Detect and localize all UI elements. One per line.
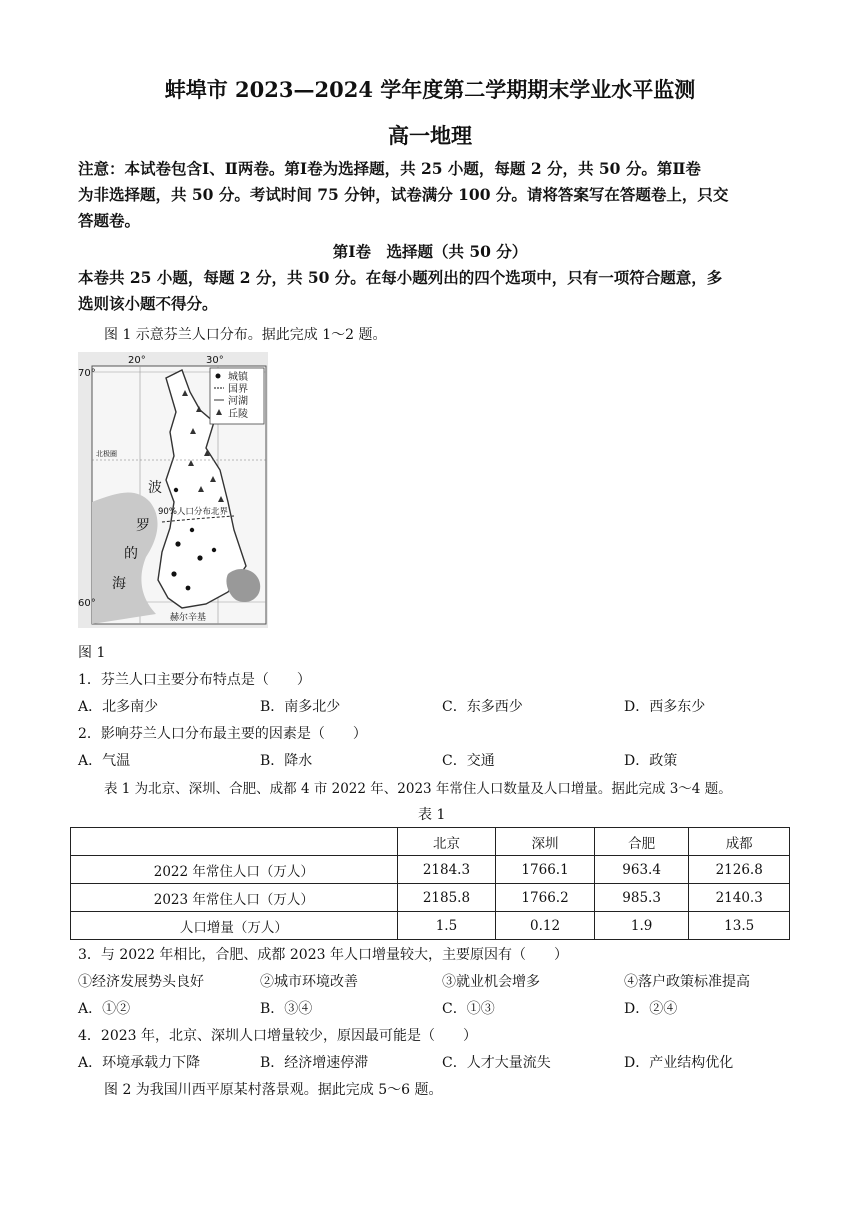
question-1-stem: 1．芬兰人口主要分布特点是（ ）: [78, 672, 311, 688]
legend-town-symbol: [216, 374, 221, 379]
table1-caption: 表 1: [418, 807, 446, 823]
q1-option-a[interactable]: A．北多南少: [78, 699, 159, 715]
q2-option-a[interactable]: A．气温: [78, 753, 131, 769]
table-cell: 2184.3: [397, 856, 496, 884]
q4-option-d[interactable]: D．产业结构优化: [624, 1055, 734, 1071]
q1-option-d[interactable]: D．西多东少: [624, 699, 706, 715]
question-3-stem: 3．与 2022 年相比，合肥、成都 2023 年人口增量较大，主要原因有（ ）: [78, 947, 568, 963]
sea-label-char: 的: [124, 546, 138, 562]
exam-title: 蚌埠市 2023—2024 学年度第二学期期末学业水平监测: [164, 77, 696, 102]
figure1-intro: 图 1 示意芬兰人口分布。据此完成 1～2 题。: [104, 327, 387, 343]
figure2-intro: 图 2 为我国川西平原某村落景观。据此完成 5～6 题。: [104, 1082, 443, 1098]
q2-option-b[interactable]: B．降水: [260, 753, 313, 769]
instruction-line: 选则该小题不得分。: [78, 294, 218, 313]
legend-label: 国界: [228, 384, 248, 395]
question-4-stem: 4．2023 年，北京、深圳人口增量较少，原因最可能是（ ）: [78, 1028, 477, 1044]
q2-option-d[interactable]: D．政策: [624, 753, 678, 769]
notice-line: 为非选择题，共 50 分。考试时间 75 分钟，试卷满分 100 分。请将答案写在答题卷上，只交: [78, 185, 729, 204]
legend-label: 丘陵: [228, 409, 248, 420]
section-instruction: [78, 265, 778, 317]
q3-statement-1: ①经济发展势头良好: [78, 974, 204, 990]
table-header-cell: 成都: [689, 828, 790, 856]
sea-label-char: 罗: [136, 518, 150, 534]
q3-statement-2: ②城市环境改善: [260, 974, 358, 990]
table-cell: 1766.1: [496, 856, 595, 884]
finland-map: [78, 352, 268, 628]
q4-option-c[interactable]: C．人才大量流失: [442, 1055, 551, 1071]
exam-notice: [78, 156, 778, 234]
table-cell: 1.9: [594, 912, 689, 940]
table-row: [71, 884, 790, 912]
table-cell: 0.12: [496, 912, 595, 940]
q3-option-d[interactable]: D．②④: [624, 1001, 678, 1017]
table-cell: 963.4: [594, 856, 689, 884]
question-2-stem: 2．影响芬兰人口分布最主要的因素是（ ）: [78, 726, 367, 742]
figure1-caption: 图 1: [78, 645, 106, 661]
table-header-cell: 深圳: [496, 828, 595, 856]
lon-label: 30°: [206, 355, 224, 366]
q3-option-a[interactable]: A．①②: [78, 1001, 131, 1017]
q3-option-b[interactable]: B．③④: [260, 1001, 313, 1017]
section-heading: 第Ⅰ卷 选择题（共 50 分）: [332, 242, 528, 261]
q2-option-c[interactable]: C．交通: [442, 753, 495, 769]
legend-label: 城镇: [228, 372, 248, 383]
q4-option-a[interactable]: A．环境承载力下降: [78, 1055, 201, 1071]
table-cell: 985.3: [594, 884, 689, 912]
lon-label: 20°: [128, 355, 146, 366]
population-table: [70, 827, 790, 940]
table-cell: 2022 年常住人口（万人）: [71, 856, 398, 884]
table-header-cell: [71, 828, 398, 856]
table-cell: 2023 年常住人口（万人）: [71, 884, 398, 912]
table-cell: 1.5: [397, 912, 496, 940]
population-boundary-label: 90%人口分布北界: [158, 507, 228, 517]
table1-intro: 表 1 为北京、深圳、合肥、成都 4 市 2022 年、2023 年常住人口数量及人口增量。据此完成 3～4 题。: [104, 781, 732, 797]
capital-label: 赫尔辛基: [170, 613, 207, 623]
table-header-cell: 合肥: [594, 828, 689, 856]
table-cell: 2126.8: [689, 856, 790, 884]
table-cell: 2185.8: [397, 884, 496, 912]
q3-option-c[interactable]: C．①③: [442, 1001, 495, 1017]
table-cell: 2140.3: [689, 884, 790, 912]
sea-label-char: 波: [148, 480, 162, 496]
q4-option-b[interactable]: B．经济增速停滞: [260, 1055, 369, 1071]
notice-line: 答题卷。: [78, 211, 141, 230]
lat-label: 70°: [78, 368, 96, 379]
exam-subject: 高一地理: [388, 123, 472, 148]
sea-label-char: 海: [112, 576, 126, 592]
q3-statement-3: ③就业机会增多: [442, 974, 540, 990]
arctic-circle-label: 北极圈: [96, 450, 117, 458]
notice-line: 注意：本试卷包含Ⅰ、Ⅱ两卷。第Ⅰ卷为选择题，共 25 小题，每题 2 分，共 50 分。第Ⅱ卷: [78, 159, 701, 178]
q3-statement-4: ④落户政策标准提高: [624, 974, 750, 990]
table-cell: 人口增量（万人）: [71, 912, 398, 940]
table-row: [71, 856, 790, 884]
table-header-row: [71, 828, 790, 856]
q1-option-c[interactable]: C．东多西少: [442, 699, 523, 715]
table-row: [71, 912, 790, 940]
table-cell: 13.5: [689, 912, 790, 940]
instruction-line: 本卷共 25 小题，每题 2 分，共 50 分。在每小题列出的四个选项中，只有一项符合题意，多: [78, 268, 723, 287]
legend-label: 河湖: [228, 396, 248, 407]
table-header-cell: 北京: [397, 828, 496, 856]
q1-option-b[interactable]: B．南多北少: [260, 699, 341, 715]
table-cell: 1766.2: [496, 884, 595, 912]
lat-label: 60°: [78, 598, 96, 609]
